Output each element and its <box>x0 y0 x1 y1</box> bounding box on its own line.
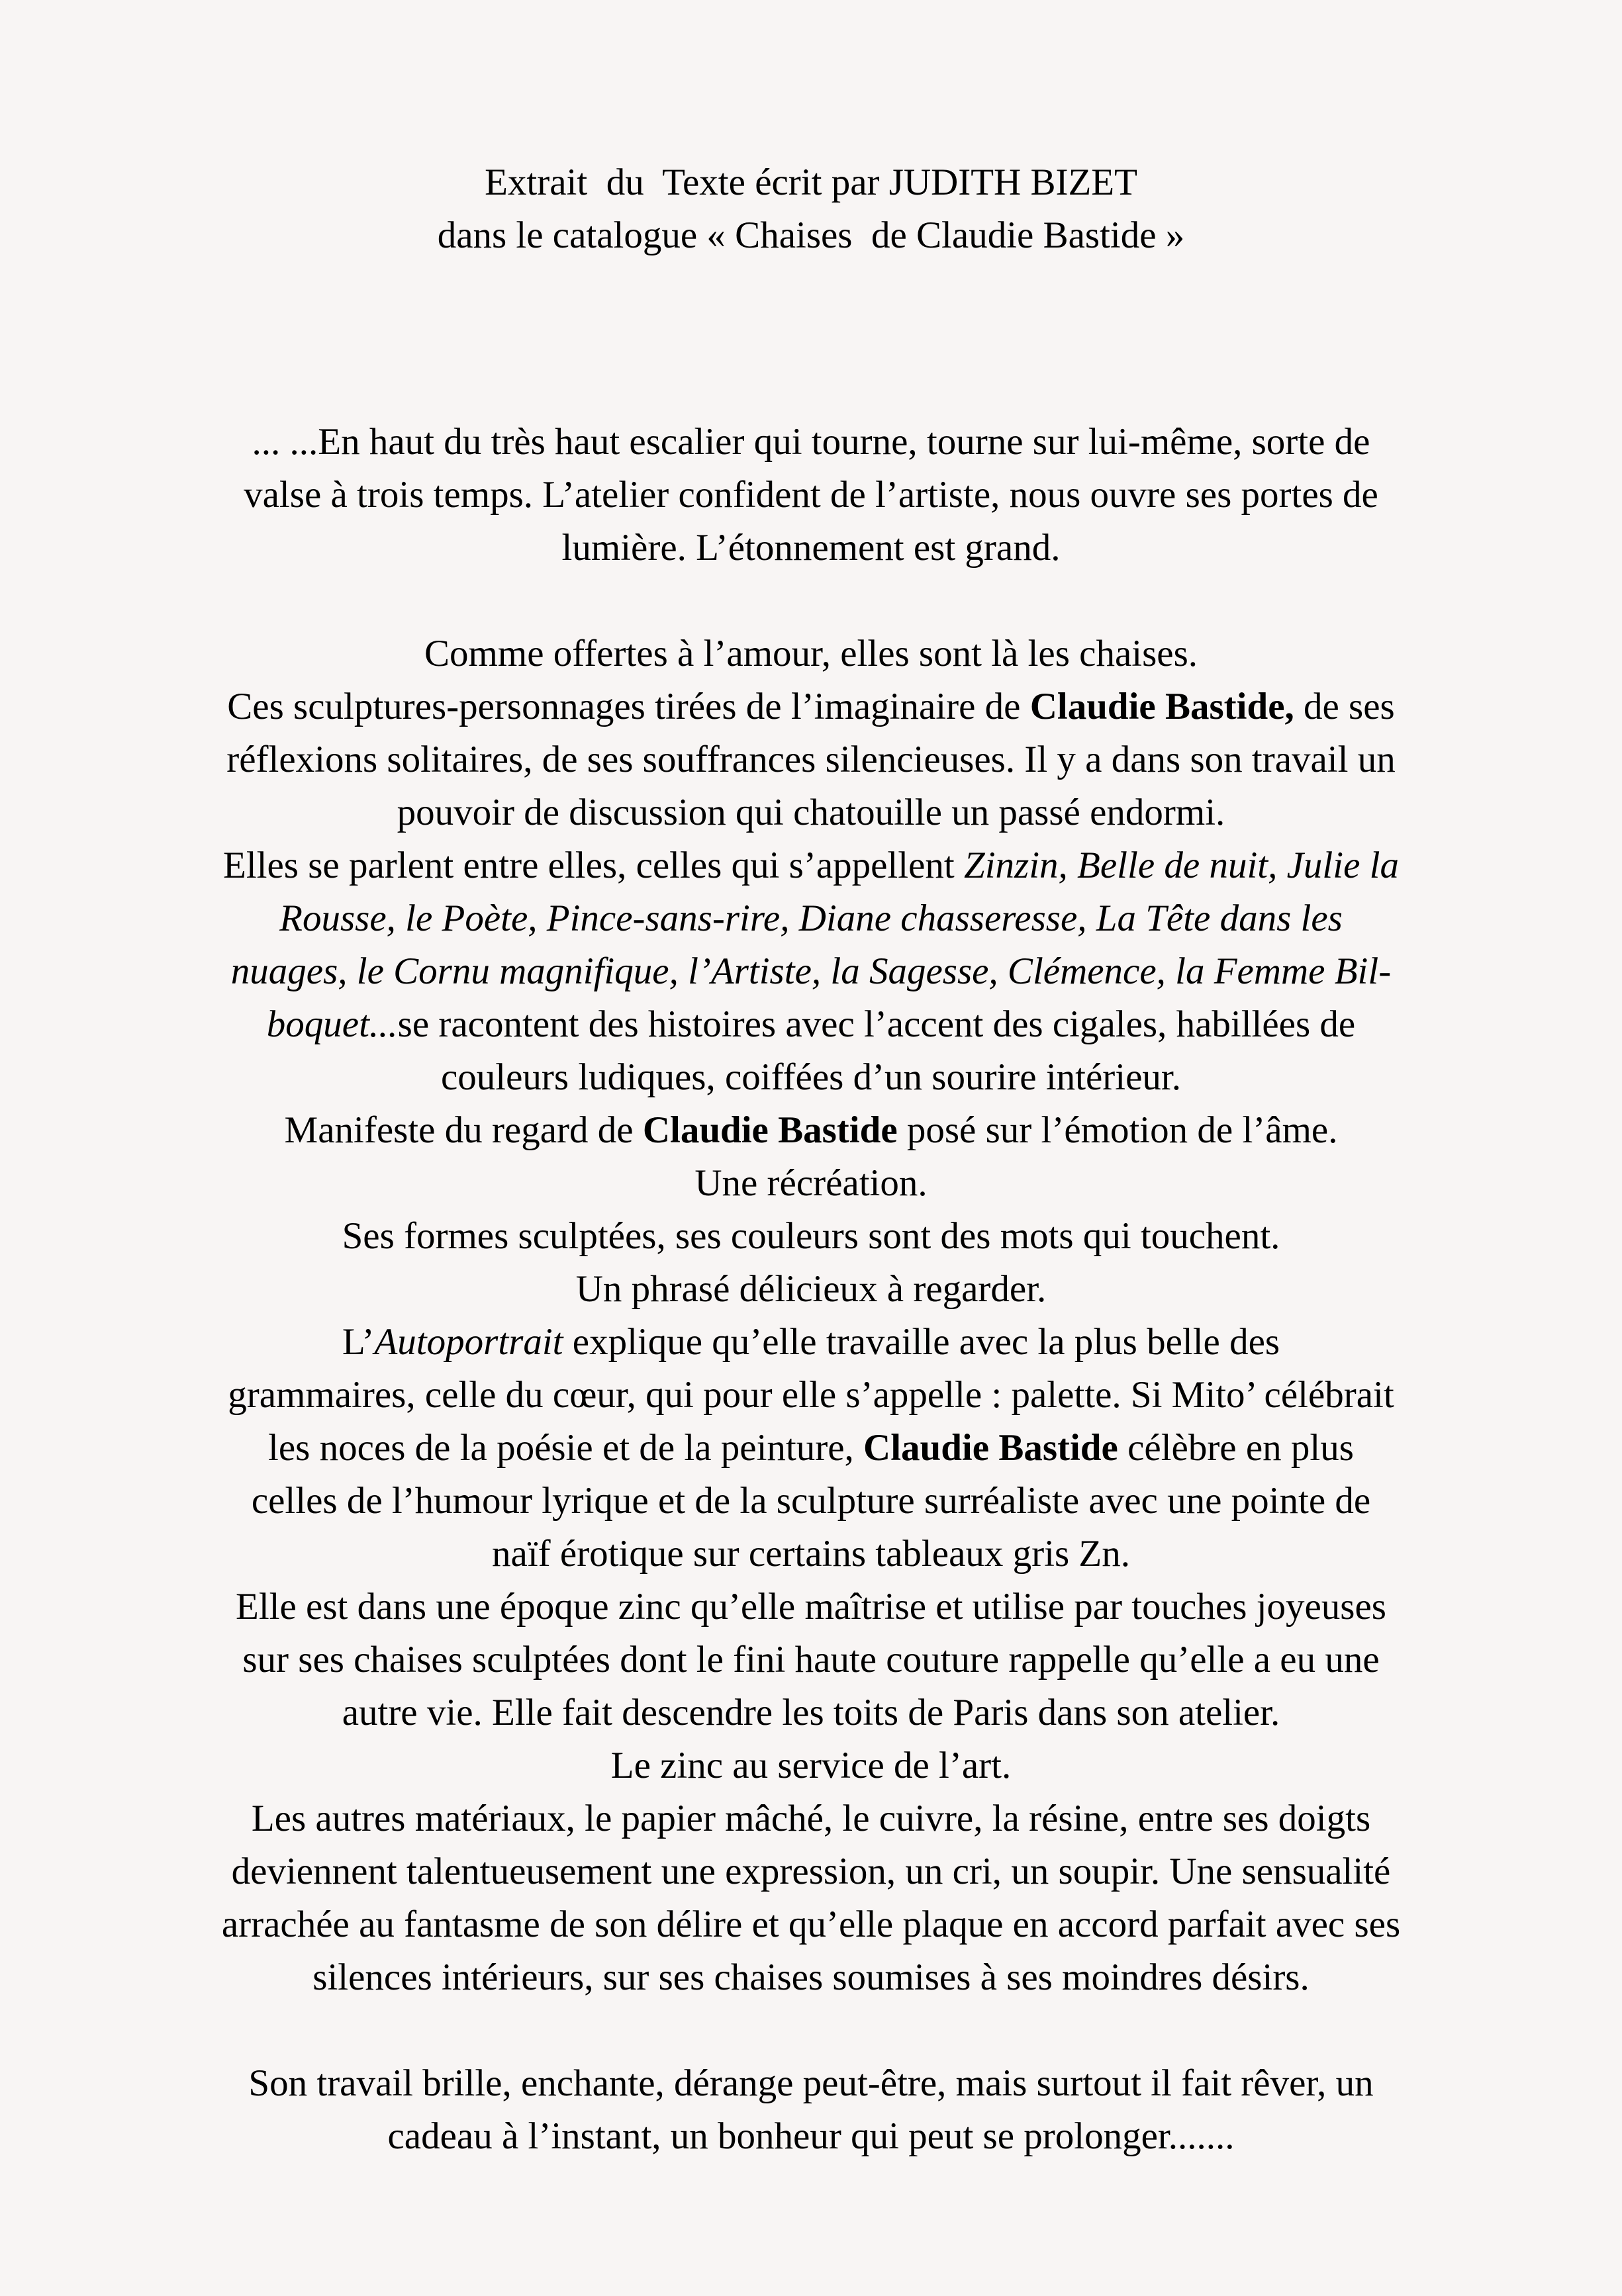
italic-text: Rousse, le Poète, Pince-sans-rire, Diane chasseresse, La Tête dans les <box>279 897 1343 939</box>
text-segment: se racontent des histoires avec l’accent des cigales, habillées de <box>397 1003 1356 1045</box>
text-line <box>0 892 1622 945</box>
text-line <box>0 1369 1622 1422</box>
text-line <box>0 733 1622 786</box>
text-segment: arrachée au fantasme de son délire et qu’elle plaque en accord parfait avec ses <box>221 1904 1401 1945</box>
text-segment: Un phrasé délicieux à regarder. <box>575 1268 1047 1310</box>
paragraph-gap <box>0 2004 1622 2057</box>
text-line <box>0 1845 1622 1898</box>
text-segment: Elle est dans une époque zinc qu’elle maîtrise et utilise par touches joyeuses <box>236 1586 1386 1628</box>
text-segment: Comme offertes à l’amour, elles sont là les chaises. <box>424 633 1198 674</box>
text-segment: de ses <box>1294 686 1395 727</box>
text-line <box>0 1792 1622 1845</box>
text-line <box>0 1739 1622 1792</box>
text-segment: Son travail brille, enchante, dérange peut-être, mais surtout il fait rêver, un <box>248 2062 1374 2104</box>
paragraph-gap <box>0 574 1622 627</box>
text-segment: Manifeste du regard de <box>284 1109 643 1151</box>
text-line <box>0 2057 1622 2110</box>
bold-text: Claudie Bastide <box>642 1109 898 1151</box>
text-line <box>0 1528 1622 1581</box>
text-line <box>0 1422 1622 1475</box>
header-title-line: Extrait du Texte écrit par JUDITH BIZET <box>485 161 1137 203</box>
text-line <box>0 839 1622 892</box>
text-line <box>0 1263 1622 1316</box>
bold-text: Claudie Bastide <box>863 1427 1118 1469</box>
text-line <box>0 998 1622 1051</box>
text-segment: valse à trois temps. L’atelier confident de l’artiste, nous ouvre ses portes de <box>244 474 1378 516</box>
text-line <box>0 1316 1622 1369</box>
text-line <box>0 1951 1622 2004</box>
text-segment: autre vie. Elle fait descendre les toits de Paris dans son atelier. <box>342 1692 1280 1733</box>
text-segment: sur ses chaises sculptées dont le fini haute couture rappelle qu’elle a eu une <box>242 1639 1380 1680</box>
text-line <box>0 1104 1622 1157</box>
text-line <box>0 522 1622 574</box>
text-line <box>0 1157 1622 1210</box>
text-segment: Ces sculptures-personnages tirées de l’imaginaire de <box>227 686 1030 727</box>
text-line <box>0 1051 1622 1104</box>
italic-text: Zinzin, Belle de nuit, Julie la <box>964 845 1399 886</box>
text-segment: naïf érotique sur certains tableaux gris Zn. <box>492 1533 1130 1575</box>
text-segment: célèbre en plus <box>1118 1427 1354 1469</box>
text-line <box>0 1898 1622 1951</box>
text-line <box>0 1633 1622 1686</box>
text-segment: posé sur l’émotion de l’âme. <box>897 1109 1338 1151</box>
text-line <box>0 680 1622 733</box>
text-segment: silences intérieurs, sur ses chaises soumises à ses moindres désirs. <box>312 1956 1310 1998</box>
document-header <box>0 156 1622 262</box>
text-line <box>0 1581 1622 1633</box>
text-segment: Le zinc au service de l’art. <box>610 1745 1012 1786</box>
text-segment: couleurs ludiques, coiffées d’un sourire intérieur. <box>440 1056 1182 1098</box>
text-segment: Elles se parlent entre elles, celles qui s’appellent <box>223 845 964 886</box>
text-segment: deviennent talentueusement une expression, un cri, un soupir. Une sensualité <box>231 1851 1391 1892</box>
text-segment: L’ <box>342 1321 375 1363</box>
document-body <box>0 416 1622 2163</box>
text-line <box>0 1210 1622 1263</box>
text-line <box>0 469 1622 522</box>
text-line <box>0 416 1622 469</box>
text-segment: grammaires, celle du cœur, qui pour elle s’appelle : palette. Si Mito’ célébrait <box>228 1374 1394 1416</box>
text-line <box>0 786 1622 839</box>
text-segment: celles de l’humour lyrique et de la sculpture surréaliste avec une pointe de <box>251 1480 1371 1522</box>
text-segment: réflexions solitaires, de ses souffrances silencieuses. Il y a dans son travail un <box>226 739 1396 780</box>
text-line <box>0 2110 1622 2163</box>
text-line <box>0 627 1622 680</box>
text-segment: lumière. L’étonnement est grand. <box>561 527 1061 569</box>
text-segment: ... ...En haut du très haut escalier qui tourne, tourne sur lui-même, sorte de <box>252 421 1370 463</box>
text-line <box>0 945 1622 998</box>
italic-text: Autoportrait <box>374 1321 563 1363</box>
text-segment: Une récréation. <box>694 1162 928 1204</box>
header-subtitle-line: dans le catalogue « Chaises de Claudie Bastide » <box>437 214 1185 256</box>
text-line <box>0 1686 1622 1739</box>
text-line <box>0 1475 1622 1528</box>
text-segment: les noces de la poésie et de la peinture, <box>268 1427 864 1469</box>
text-segment: explique qu’elle travaille avec la plus belle des <box>563 1321 1280 1363</box>
bold-text: Claudie Bastide, <box>1029 686 1294 727</box>
text-segment: pouvoir de discussion qui chatouille un passé endormi. <box>397 792 1225 833</box>
text-segment: cadeau à l’instant, un bonheur qui peut se prolonger....... <box>387 2115 1235 2157</box>
italic-text: nuages, le Cornu magnifique, l’Artiste, la Sagesse, Clémence, la Femme Bil- <box>230 950 1392 992</box>
italic-text: boquet... <box>266 1003 398 1045</box>
text-segment: Ses formes sculptées, ses couleurs sont des mots qui touchent. <box>342 1215 1280 1257</box>
text-segment: Les autres matériaux, le papier mâché, le cuivre, la résine, entre ses doigts <box>251 1798 1371 1839</box>
